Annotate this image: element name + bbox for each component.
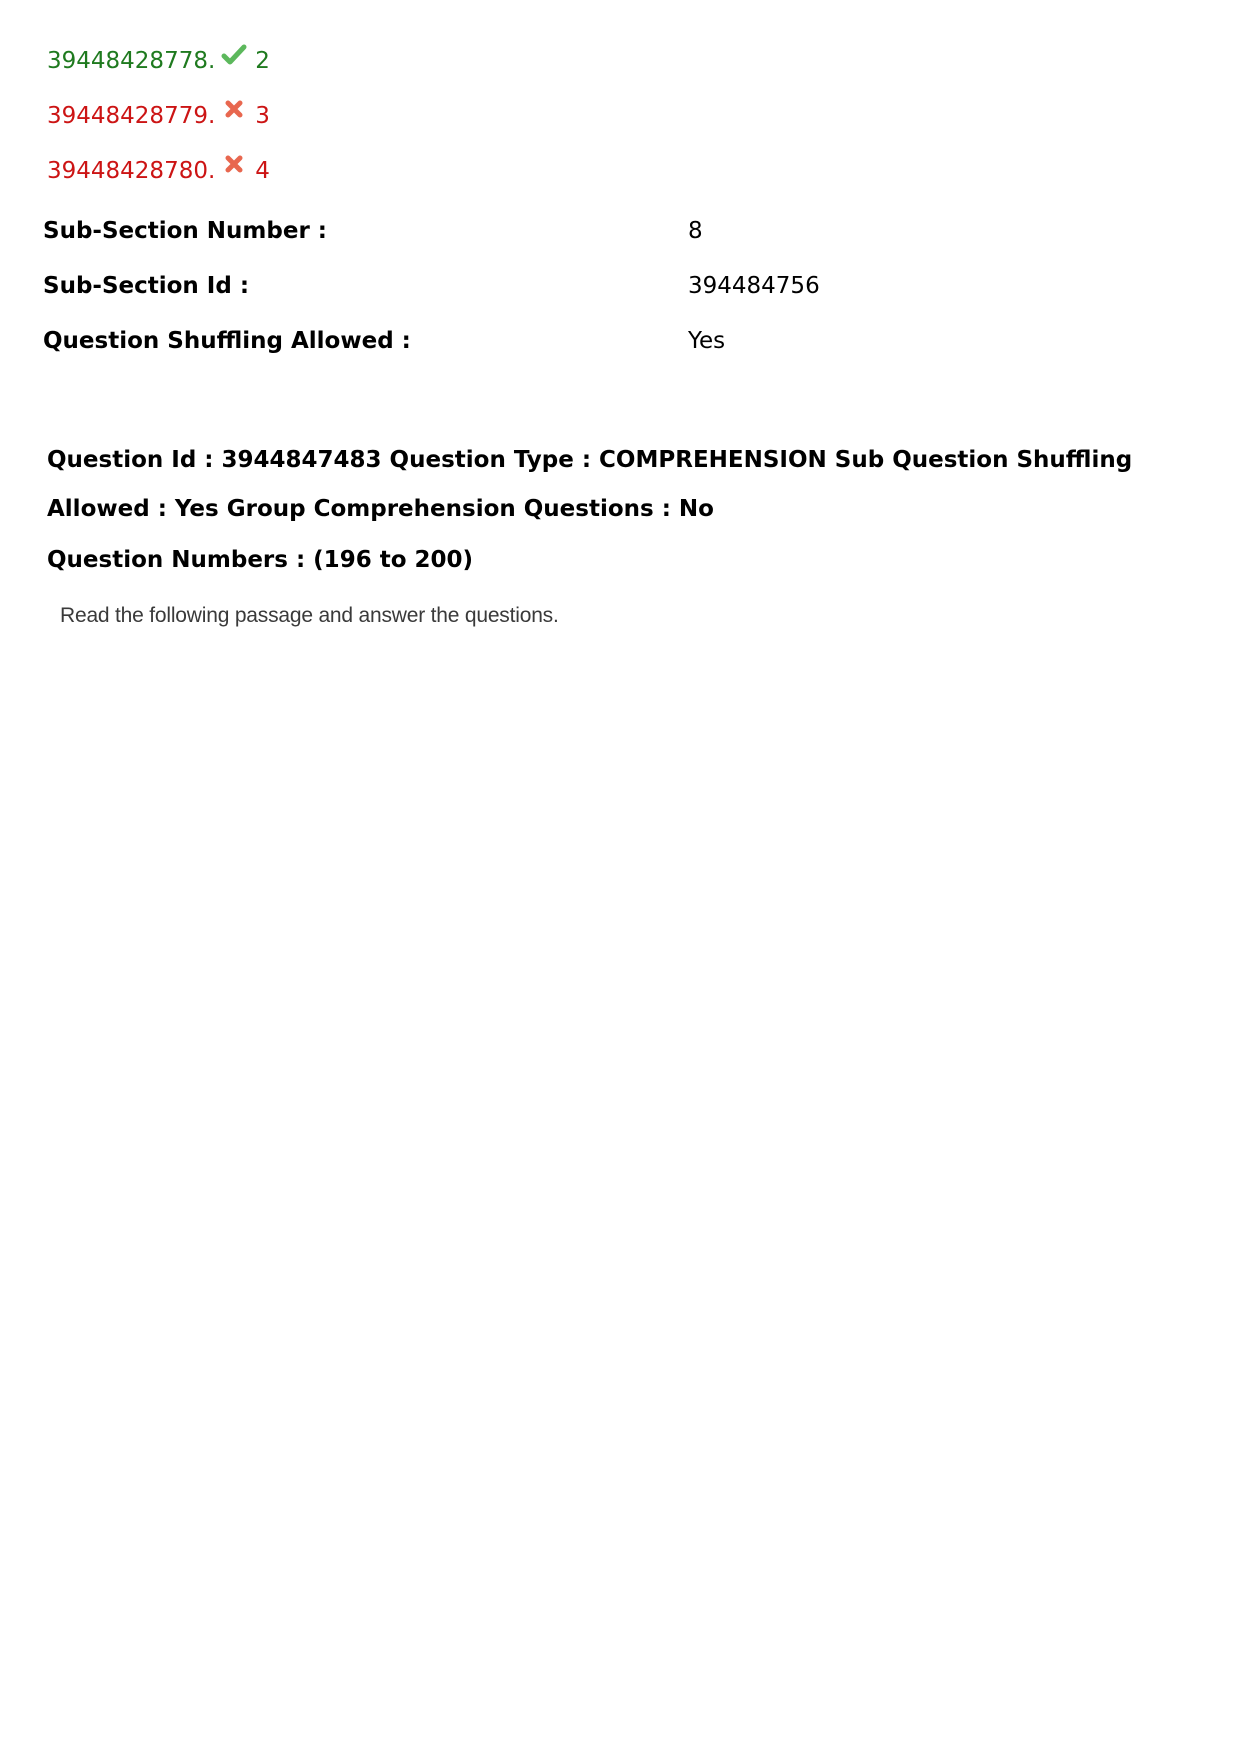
- option-row-2: [47, 101, 270, 131]
- option-id: 39448428779.: [47, 103, 216, 129]
- option-value: 2: [255, 48, 270, 74]
- option-row-1: [47, 46, 270, 76]
- passage-instruction: Read the following passage and answer the questions.: [60, 604, 559, 627]
- sub-section-number-label: Sub-Section Number :: [43, 218, 328, 244]
- option-id: 39448428778.: [47, 48, 216, 74]
- option-value: 3: [255, 103, 270, 129]
- question-numbers: Question Numbers : (196 to 200): [47, 547, 474, 573]
- sub-section-id-value: 394484756: [688, 273, 820, 299]
- option-value: 4: [255, 158, 270, 184]
- question-shuffling-value: Yes: [688, 328, 726, 354]
- cross-icon: [221, 153, 247, 177]
- question-shuffling-label: Question Shuffling Allowed :: [43, 328, 411, 354]
- sub-section-id-label: Sub-Section Id :: [43, 273, 250, 299]
- question-header: Question Id : 3944847483 Question Type : COMPREHENSION Sub Question Shuffling Allowed : Yes Group Comprehension Questions : No: [47, 447, 1133, 522]
- check-icon: [221, 43, 247, 67]
- cross-icon: [221, 98, 247, 122]
- option-row-3: [47, 156, 270, 186]
- option-id: 39448428780.: [47, 158, 216, 184]
- sub-section-number-value: 8: [688, 218, 703, 244]
